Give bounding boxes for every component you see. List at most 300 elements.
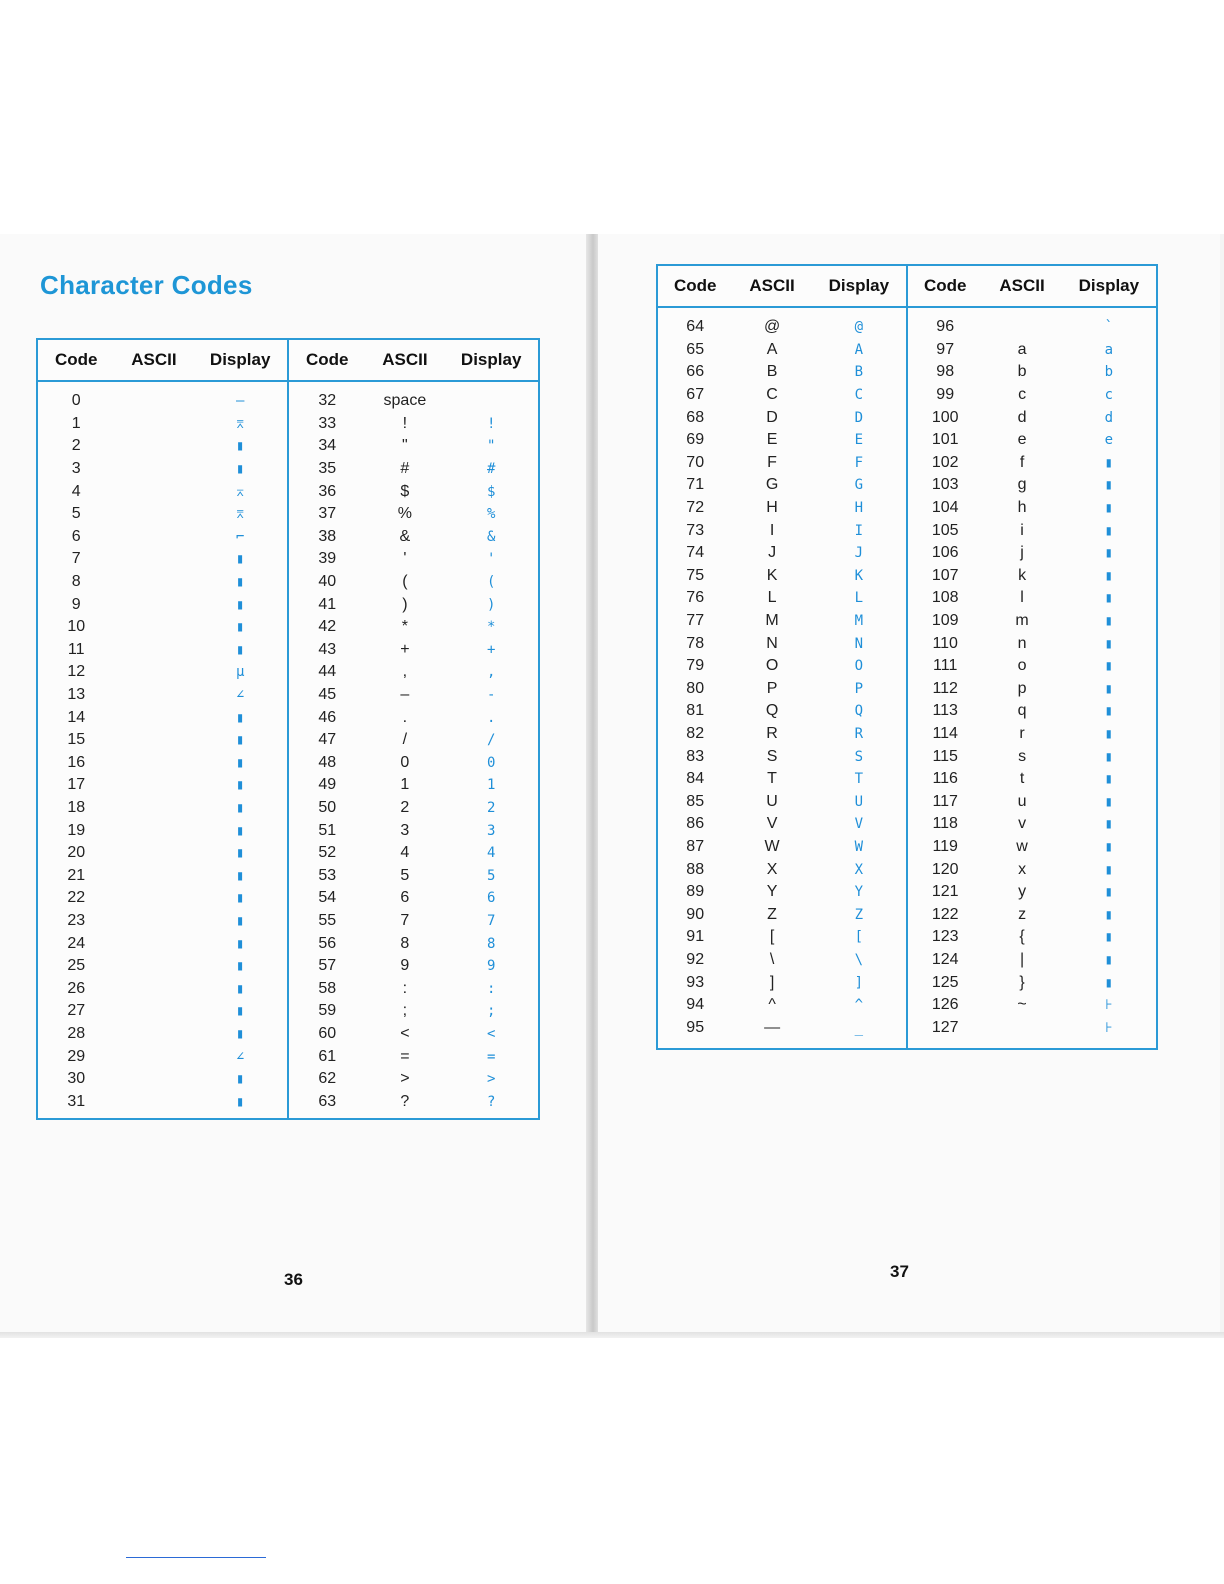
table-row	[908, 339, 1156, 362]
ascii-cell: –	[400, 686, 410, 704]
ascii-cell: L	[767, 589, 777, 607]
code-cell: 56	[318, 934, 337, 952]
display-glyph-cell: ▮	[235, 845, 245, 862]
ascii-cell: ,	[402, 663, 408, 681]
code-cell: 86	[686, 815, 705, 833]
ascii-cell: r	[1019, 724, 1025, 742]
code-cell: 75	[686, 566, 705, 584]
display-glyph-cell: +	[486, 641, 496, 658]
display-glyph-cell: 0	[486, 754, 496, 771]
table-header	[658, 266, 906, 308]
ascii-cell: s	[1018, 747, 1027, 765]
table-row	[289, 955, 538, 978]
page-left	[0, 234, 588, 1332]
ascii-cell: Z	[767, 905, 777, 923]
display-glyph-cell: ▮	[235, 754, 245, 771]
display-glyph-cell: U	[854, 793, 864, 810]
code-cell: 29	[67, 1047, 86, 1065]
table-row	[38, 661, 287, 684]
ascii-cell: !	[402, 414, 408, 432]
ascii-cell: space	[383, 392, 427, 410]
table-row	[38, 1023, 287, 1046]
ascii-cell: )	[402, 595, 408, 613]
code-cell: 16	[67, 753, 86, 771]
table-rows	[38, 382, 287, 1113]
ascii-cell: J	[768, 544, 777, 562]
table-row	[658, 903, 906, 926]
table-row	[908, 1016, 1156, 1039]
ascii-cell: [	[769, 928, 775, 946]
code-cell: 96	[936, 318, 955, 336]
ascii-cell: m	[1015, 612, 1029, 630]
table-row	[38, 526, 287, 549]
display-glyph-cell: ▮	[235, 980, 245, 997]
code-cell: 106	[931, 544, 959, 562]
code-cell: 5	[71, 505, 81, 523]
display-glyph-cell: ▮	[235, 619, 245, 636]
code-cell: 36	[318, 482, 337, 500]
header-display: Display	[1078, 276, 1140, 295]
ascii-cell: z	[1018, 905, 1027, 923]
display-glyph-cell: [	[854, 929, 864, 946]
table-row	[908, 655, 1156, 678]
table-row	[908, 406, 1156, 429]
code-cell: 8	[71, 573, 81, 591]
display-glyph-cell: ▮	[235, 867, 245, 884]
code-cell: 122	[931, 905, 959, 923]
table-row	[38, 390, 287, 413]
ascii-cell: 1	[400, 776, 410, 794]
code-cell: 46	[318, 708, 337, 726]
display-glyph-cell: ▮	[1104, 703, 1114, 720]
ascii-cell: n	[1017, 634, 1027, 652]
table-row	[38, 864, 287, 887]
ascii-cell: D	[766, 408, 778, 426]
table-row	[38, 752, 287, 775]
display-glyph-cell: ▮	[1104, 590, 1114, 607]
table-row	[658, 474, 906, 497]
code-cell: 126	[931, 996, 959, 1014]
code-cell: 32	[318, 392, 337, 410]
display-glyph-cell: ]	[854, 974, 864, 991]
code-cell: 59	[318, 1002, 337, 1020]
table-row	[658, 678, 906, 701]
table-row	[658, 519, 906, 542]
table-row	[38, 842, 287, 865]
display-glyph-cell: &	[486, 528, 496, 545]
table-row	[908, 384, 1156, 407]
table-row	[908, 836, 1156, 859]
ascii-cell: /	[402, 731, 408, 749]
code-cell: 2	[71, 437, 81, 455]
code-cell: 48	[318, 753, 337, 771]
display-glyph-cell: N	[854, 635, 864, 652]
display-glyph-cell: `	[1104, 319, 1114, 336]
code-cell: 83	[686, 747, 705, 765]
table-row	[658, 452, 906, 475]
display-glyph-cell: ▮	[235, 709, 245, 726]
display-glyph-cell: ▮	[235, 1025, 245, 1042]
display-glyph-cell: ,	[486, 664, 496, 681]
display-glyph-cell: ▮	[235, 935, 245, 952]
display-glyph-cell: 1	[486, 777, 496, 794]
table-row	[289, 526, 538, 549]
table-row	[38, 593, 287, 616]
ascii-cell: K	[766, 566, 778, 584]
table-row	[658, 1016, 906, 1039]
display-glyph-cell: ^	[854, 997, 864, 1014]
ascii-cell: y	[1018, 883, 1027, 901]
ascii-cell: 3	[400, 821, 410, 839]
ascii-cell: &	[399, 527, 411, 545]
ascii-cell: :	[402, 979, 408, 997]
ascii-cell: P	[766, 679, 778, 697]
ascii-cell: x	[1018, 860, 1027, 878]
display-glyph-cell: @	[854, 319, 864, 336]
table-row	[38, 910, 287, 933]
code-cell: 9	[71, 595, 81, 613]
ascii-cell: 2	[400, 798, 410, 816]
table-row	[908, 903, 1156, 926]
code-cell: 102	[931, 453, 959, 471]
table-row	[658, 632, 906, 655]
display-glyph-cell: ▮	[235, 732, 245, 749]
table-row	[289, 864, 538, 887]
code-cell: 53	[318, 866, 337, 884]
table-row	[289, 684, 538, 707]
code-cell: 112	[932, 679, 958, 697]
column-group-0-31	[38, 340, 287, 1118]
ascii-cell: i	[1020, 521, 1024, 539]
display-glyph-cell: ▮	[1104, 771, 1114, 788]
table-row	[289, 819, 538, 842]
display-glyph-cell: ▮	[235, 1093, 245, 1110]
ascii-cell: k	[1018, 566, 1027, 584]
table-row	[658, 790, 906, 813]
code-cell: 93	[686, 973, 705, 991]
ascii-cell: .	[402, 708, 408, 726]
code-cell: 7	[71, 550, 81, 568]
display-glyph-cell: '	[486, 551, 496, 568]
ascii-cell: c	[1018, 386, 1027, 404]
display-glyph-cell: Q	[854, 703, 864, 720]
display-glyph-cell: e	[1104, 432, 1114, 449]
header-display: Display	[209, 350, 271, 369]
display-glyph-cell: ⊦	[1105, 1019, 1113, 1036]
ascii-cell: p	[1017, 679, 1027, 697]
ascii-cell: j	[1020, 544, 1024, 562]
display-glyph-cell: )	[486, 596, 496, 613]
table-row	[658, 384, 906, 407]
display-glyph-cell: J	[854, 545, 864, 562]
ascii-cell: 5	[400, 866, 410, 884]
display-glyph-cell: ▮	[1104, 929, 1114, 946]
display-glyph-cell: a	[1104, 341, 1114, 358]
table-row	[658, 949, 906, 972]
code-cell: 33	[318, 414, 337, 432]
ascii-cell: R	[766, 724, 778, 742]
code-cell: 38	[318, 527, 337, 545]
code-cell: 109	[931, 612, 959, 630]
table-row	[289, 842, 538, 865]
display-glyph-cell: G	[854, 477, 864, 494]
display-glyph-cell: ▮	[1104, 635, 1114, 652]
code-cell: 78	[686, 634, 705, 652]
code-cell: 104	[931, 499, 959, 517]
table-row	[908, 700, 1156, 723]
display-glyph-cell: ▮	[1104, 793, 1114, 810]
display-glyph-cell: ▮	[1104, 613, 1114, 630]
code-cell: 62	[318, 1070, 337, 1088]
code-cell: 54	[318, 889, 337, 907]
code-cell: 11	[67, 640, 85, 658]
table-row	[908, 745, 1156, 768]
code-cell: 14	[67, 708, 86, 726]
code-cell: 42	[318, 618, 337, 636]
code-cell: 41	[318, 595, 337, 613]
table-row	[658, 361, 906, 384]
display-glyph-cell: b	[1104, 364, 1114, 381]
code-cell: 116	[932, 770, 958, 788]
table-row	[38, 1045, 287, 1068]
code-cell: 10	[67, 618, 86, 636]
display-glyph-cell: .	[486, 709, 496, 726]
code-cell: 123	[931, 928, 959, 946]
ascii-cell: >	[400, 1070, 410, 1088]
ascii-cell: d	[1017, 408, 1027, 426]
display-glyph-cell: W	[854, 838, 864, 855]
header-ascii: ASCII	[131, 350, 177, 369]
display-glyph-cell: ▮	[235, 641, 245, 658]
display-glyph-cell: ▮	[1104, 725, 1114, 742]
ascii-cell: \	[769, 950, 775, 968]
code-cell: 85	[686, 792, 705, 810]
display-glyph-cell: K	[854, 567, 864, 584]
code-cell: 57	[318, 957, 337, 975]
table-row	[658, 836, 906, 859]
display-glyph-cell: ⊦	[1105, 997, 1113, 1014]
display-glyph-cell: /	[486, 732, 496, 749]
table-row	[38, 548, 287, 571]
ascii-cell: F	[767, 453, 777, 471]
display-glyph-cell: ▮	[235, 1071, 245, 1088]
code-cell: 108	[931, 589, 959, 607]
display-glyph-cell: ▮	[235, 1003, 245, 1020]
table-row	[289, 548, 538, 571]
code-cell: 44	[318, 663, 337, 681]
table-row	[289, 1000, 538, 1023]
display-glyph-cell: d	[1104, 409, 1114, 426]
table-row	[38, 797, 287, 820]
page-edge-shadow	[0, 1332, 1224, 1338]
ascii-cell: Y	[766, 883, 778, 901]
code-cell: 91	[686, 928, 705, 946]
display-glyph-cell: ▮	[1104, 522, 1114, 539]
code-cell: 97	[936, 340, 955, 358]
header-code: Code	[673, 276, 717, 295]
code-cell: 1	[71, 414, 81, 432]
table-row	[658, 813, 906, 836]
ascii-cell: q	[1017, 702, 1027, 720]
ascii-cell: "	[402, 437, 408, 455]
display-glyph-cell: M	[854, 613, 864, 630]
table-row	[38, 1090, 287, 1113]
ascii-cell: G	[765, 476, 779, 494]
table-row	[289, 503, 538, 526]
code-cell: 89	[686, 883, 705, 901]
table-row	[289, 1090, 538, 1113]
code-cell: 51	[318, 821, 337, 839]
display-glyph-cell: ▮	[1104, 454, 1114, 471]
ascii-cell: #	[400, 460, 410, 478]
table-row	[658, 316, 906, 339]
ascii-cell: T	[767, 770, 777, 788]
code-cell: 30	[67, 1070, 86, 1088]
display-glyph-cell: L	[854, 590, 864, 607]
ascii-cell: %	[397, 505, 412, 523]
table-rows	[289, 382, 538, 1113]
ascii-cell: E	[766, 431, 778, 449]
table-row	[658, 497, 906, 520]
table-row	[289, 910, 538, 933]
display-glyph-cell: =	[486, 1048, 496, 1065]
display-glyph-cell: ▮	[1104, 567, 1114, 584]
display-glyph-cell: ▮	[235, 912, 245, 929]
code-cell: 66	[686, 363, 705, 381]
ascii-cell: h	[1017, 499, 1027, 517]
table-row	[908, 429, 1156, 452]
code-cell: 37	[318, 505, 337, 523]
code-cell: 67	[686, 386, 705, 404]
display-glyph-cell: O	[854, 658, 864, 675]
code-cell: 60	[318, 1024, 337, 1042]
code-cell: 84	[686, 770, 705, 788]
code-cell: 68	[686, 408, 705, 426]
code-cell: 3	[71, 460, 81, 478]
code-cell: 64	[686, 318, 705, 336]
display-glyph-cell: ▮	[1104, 951, 1114, 968]
table-row	[658, 587, 906, 610]
display-glyph-cell: –	[235, 393, 245, 410]
table-row	[908, 926, 1156, 949]
code-cell: 50	[318, 798, 337, 816]
header-display: Display	[828, 276, 890, 295]
code-cell: 19	[67, 821, 86, 839]
table-row	[289, 661, 538, 684]
table-row	[658, 881, 906, 904]
display-glyph-cell: ▮	[1104, 816, 1114, 833]
table-row	[908, 768, 1156, 791]
table-row	[289, 729, 538, 752]
display-glyph-cell: Z	[854, 906, 864, 923]
table-row	[658, 655, 906, 678]
display-glyph-cell: ▮	[1104, 838, 1114, 855]
code-cell: 18	[67, 798, 86, 816]
ascii-cell: X	[766, 860, 778, 878]
code-cell: 115	[932, 747, 958, 765]
display-glyph-cell: 7	[486, 912, 496, 929]
display-glyph-cell: H	[854, 500, 864, 517]
display-glyph-cell: ▮	[1104, 658, 1114, 675]
code-cell: 71	[686, 476, 705, 494]
code-cell: 13	[67, 686, 86, 704]
table-row	[38, 932, 287, 955]
table-row	[289, 435, 538, 458]
ascii-cell: 0	[400, 753, 410, 771]
table-row	[658, 971, 906, 994]
code-cell: 119	[932, 837, 958, 855]
table-row	[289, 797, 538, 820]
column-group-96-127	[906, 266, 1156, 1048]
display-glyph-cell: -	[486, 687, 496, 704]
table-row	[38, 684, 287, 707]
column-group-64-95	[658, 266, 906, 1048]
table-row	[908, 678, 1156, 701]
display-glyph-cell: F	[854, 454, 864, 471]
page-number-left: 36	[284, 1270, 303, 1289]
display-glyph-cell: µ	[235, 664, 245, 681]
code-cell: 24	[67, 934, 86, 952]
table-row	[658, 339, 906, 362]
table-row	[908, 858, 1156, 881]
table-row	[38, 977, 287, 1000]
table-row	[908, 971, 1156, 994]
table-row	[38, 639, 287, 662]
table-row	[908, 994, 1156, 1017]
ascii-cell: +	[400, 640, 410, 658]
display-glyph-cell: R	[854, 725, 864, 742]
display-glyph-cell: ▮	[1104, 748, 1114, 765]
display-glyph-cell: D	[854, 409, 864, 426]
ascii-cell: '	[403, 550, 407, 568]
code-cell: 110	[932, 634, 958, 652]
display-glyph-cell: P	[854, 680, 864, 697]
ascii-cell: <	[400, 1024, 410, 1042]
table-row	[289, 593, 538, 616]
code-cell: 17	[67, 776, 86, 794]
display-glyph-cell: ▮	[235, 596, 245, 613]
display-glyph-cell: ▮	[1104, 545, 1114, 562]
display-glyph-cell: 9	[486, 958, 496, 975]
code-cell: 45	[318, 686, 337, 704]
display-glyph-cell: ▮	[1104, 680, 1114, 697]
display-glyph-cell: ▮	[1104, 906, 1114, 923]
code-cell: 82	[686, 724, 705, 742]
code-cell: 103	[931, 476, 959, 494]
code-cell: 12	[67, 663, 86, 681]
table-row	[908, 565, 1156, 588]
table-row	[908, 632, 1156, 655]
ascii-cell: 8	[400, 934, 410, 952]
code-cell: 6	[71, 527, 81, 545]
code-cell: 111	[933, 657, 958, 675]
display-glyph-cell: _	[854, 1019, 864, 1036]
ascii-cell: ^	[768, 996, 776, 1014]
ascii-cell: ~	[1017, 996, 1027, 1014]
table-row	[38, 706, 287, 729]
display-glyph-cell: ▮	[235, 822, 245, 839]
code-cell: 87	[686, 837, 705, 855]
ascii-cell: =	[400, 1047, 410, 1065]
ascii-cell: 9	[400, 957, 410, 975]
table-row	[289, 1068, 538, 1091]
ascii-cell: M	[765, 612, 779, 630]
ascii-cell: b	[1017, 363, 1027, 381]
table-row	[289, 639, 538, 662]
table-row	[908, 813, 1156, 836]
table-row	[658, 768, 906, 791]
ascii-cell: w	[1016, 837, 1028, 855]
